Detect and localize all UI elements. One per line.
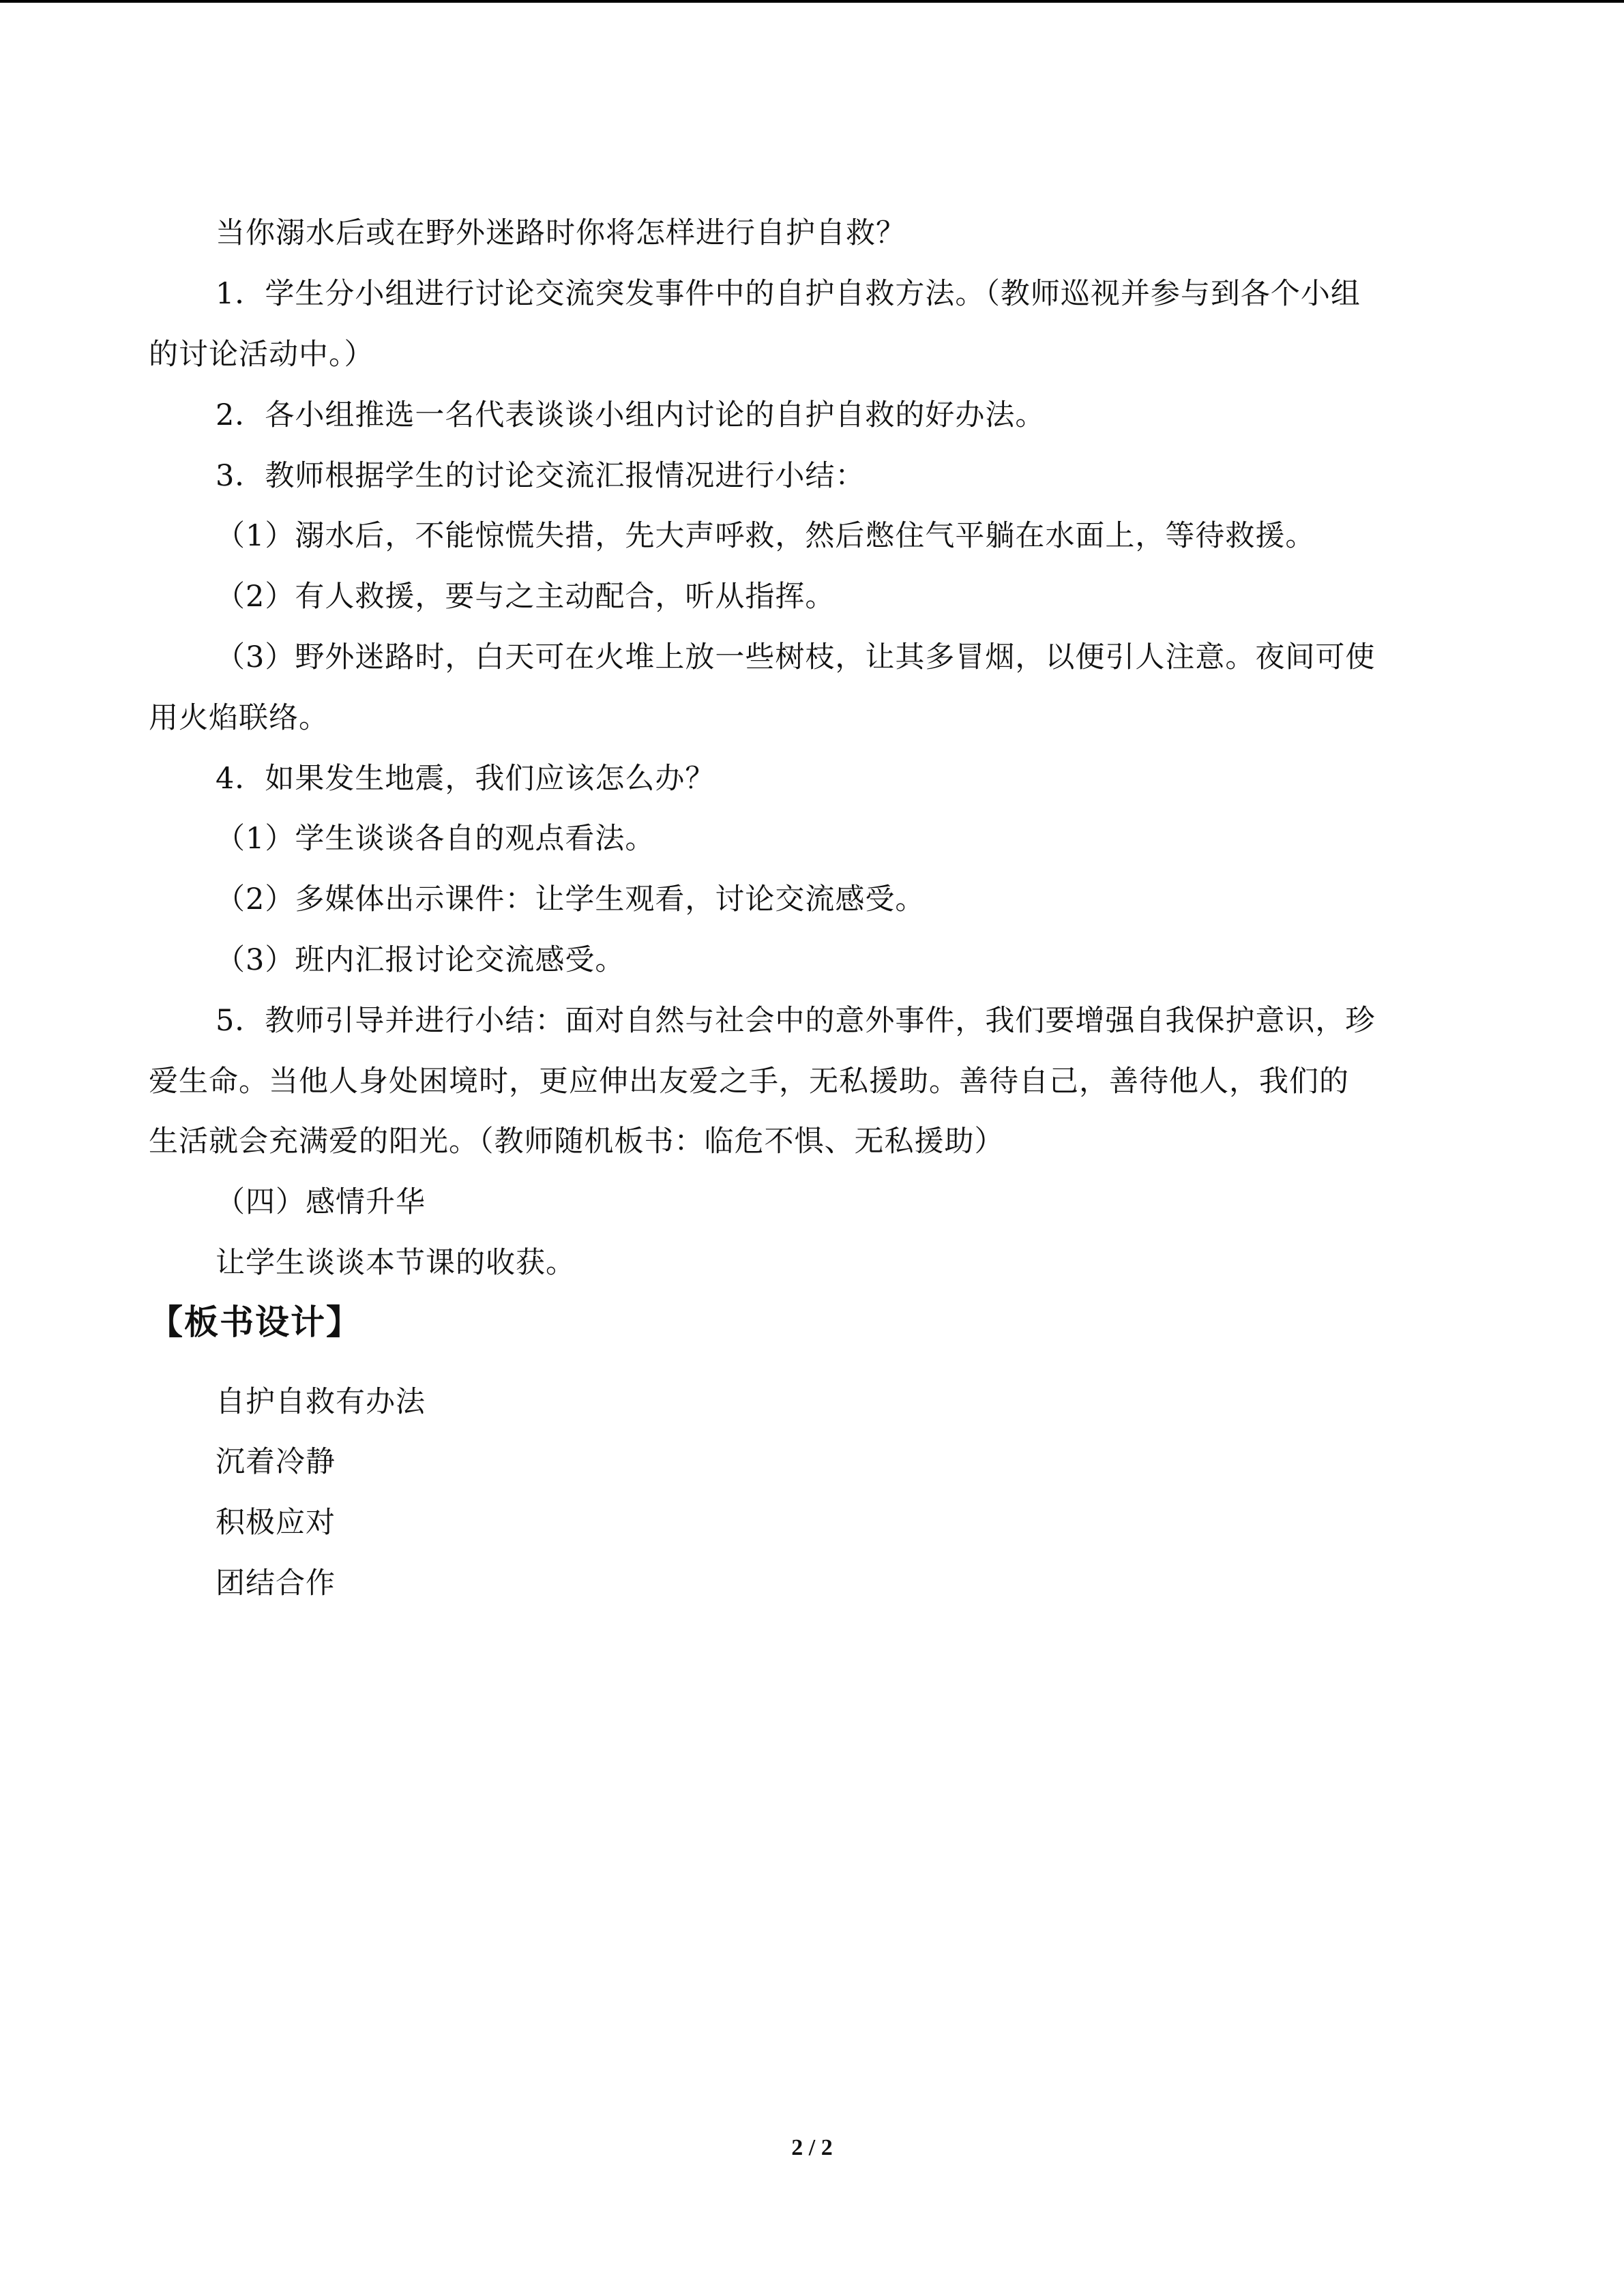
paragraph-question: 当你溺水后或在野外迷路时你将怎样进行自护自救？ [216,216,906,250]
paragraph-item-5-cont-2: 生活就会充满爱的阳光。（教师随机板书：临危不惧、无私援助） [149,1124,1005,1159]
paragraph-item-5: 5．教师引导并进行小结：面对自然与社会中的意外事件，我们要增强自我保护意识，珍 [216,1004,1376,1038]
paragraph-sub-3-cont: 用火焰联络。 [149,701,329,735]
paragraph-item-2: 2．各小组推选一名代表谈谈小组内讨论的自护自救的好办法。 [216,398,1046,432]
board-item-2: 沉着冷静 [216,1445,336,1479]
paragraph-section-four: （四）感情升华 [216,1185,426,1219]
paragraph-item-5-cont-1: 爱生命。当他人身处困境时，更应伸出友爱之手，无私援助。善待自己，善待他人，我们的 [149,1064,1349,1099]
paragraph-item-3: 3．教师根据学生的讨论交流汇报情况进行小结： [216,459,866,493]
paragraph-item-4-sub-1: （1）学生谈谈各自的观点看法。 [216,822,655,856]
paragraph-item-1-cont: 的讨论活动中。） [149,338,374,372]
paragraph-sub-1: （1）溺水后，不能惊慌失措，先大声呼救，然后憋住气平躺在水面上，等待救援。 [216,519,1316,553]
paragraph-harvest: 让学生谈谈本节课的收获。 [216,1246,576,1280]
paragraph-sub-3: （3）野外迷路时，白天可在火堆上放一些树枝，让其多冒烟，以便引人注意。夜间可使 [216,640,1376,674]
section-heading-board-design: 【板书设计】 [149,1302,361,1342]
paragraph-item-4-sub-2: （2）多媒体出示课件：让学生观看，讨论交流感受。 [216,882,926,916]
paragraph-item-4-sub-3: （3）班内汇报讨论交流感受。 [216,943,625,977]
paragraph-sub-2: （2）有人救援，要与之主动配合，听从指挥。 [216,580,836,614]
paragraph-item-1: 1．学生分小组进行讨论交流突发事件中的自护自救方法。（教师巡视并参与到各个小组 [216,277,1361,311]
paragraph-item-4: 4．如果发生地震，我们应该怎么办？ [216,762,715,796]
board-item-4: 团结合作 [216,1566,336,1600]
board-item-3: 积极应对 [216,1506,336,1540]
page-number: 2 / 2 [791,2135,833,2160]
board-item-1: 自护自救有办法 [216,1385,426,1419]
